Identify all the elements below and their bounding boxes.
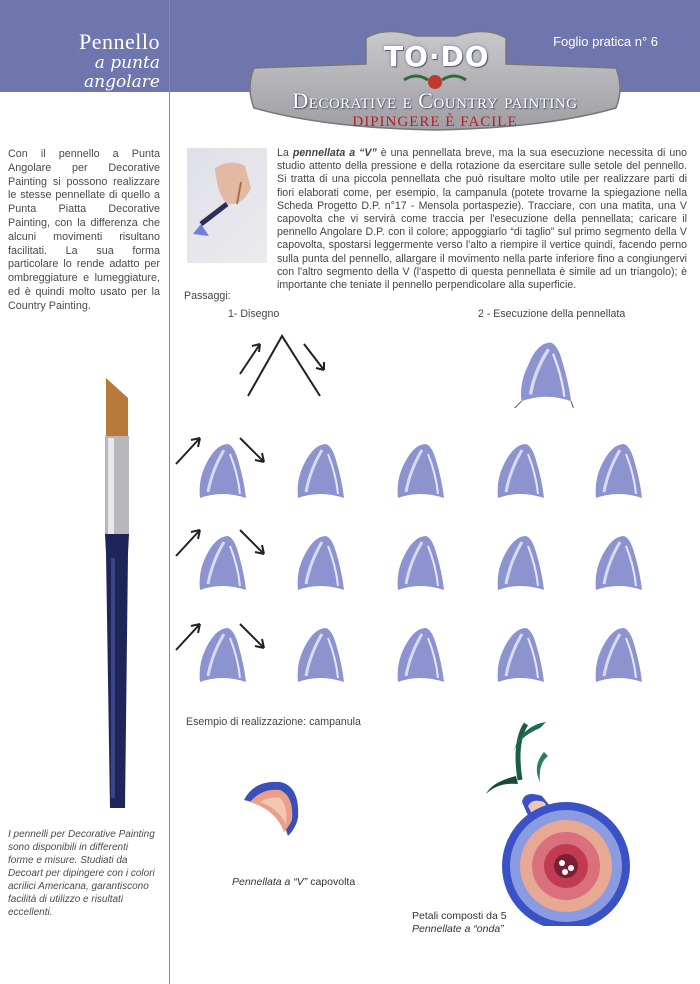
v-stroke xyxy=(292,440,348,502)
sidebar-title-line2: a punta xyxy=(94,53,160,73)
inverted-v-diagram xyxy=(236,334,332,400)
sample-v-stroke xyxy=(506,338,582,408)
v-stroke xyxy=(392,532,448,594)
intro-body: è una pennellata breve, ma la sua esecuzione necessita di uno studio attento della pressione e della rotazione da esercitare sulle setole del pennello. Si tratta di una piccola pennellata che può risultare molto utile per realizzare parti di fiori elaborati come, per esempio, la campanula (potete trovarne la spiegazione nella Scheda Progetto D.P. n°17 - Mensola portaspezie). Tracciare, con una matita, una V capovolta che vi servirà come traccia per l'esecuzione della pennellata; caricare il pennello Angolare D.P. con il colore; appoggiarlo “di taglio” sul primo segmento della V capovolta, spostarsi leggermente verso l'alto a riempire il vertice quindi, facendo perno sulla punta del pennello, allargare il movimento nella parte inferiore fino a congiungervi con l'altro segmento della V (l'aspetto di questa pennellata è simile ad un triangolo); è importante che teniate il pennello perpendicolare alla superficie. xyxy=(277,147,687,292)
petals-caption-line1: Petali composti da 5 xyxy=(412,910,507,922)
instructions-text xyxy=(277,147,687,292)
brand-title: Decorative e Country painting xyxy=(292,88,578,113)
brand-subtitle: DIPINGERE È FACILE xyxy=(352,114,518,130)
v-stroke-caption-em: Pennellata a “V” xyxy=(232,876,308,888)
rose-icon xyxy=(428,75,442,89)
intro-lead: La xyxy=(277,147,289,159)
v-stroke xyxy=(292,624,348,686)
sidebar-title-line3: angolare xyxy=(84,72,160,92)
sheet-number: Foglio pratica n° 6 xyxy=(553,34,658,49)
v-stroke-caption xyxy=(232,876,355,888)
example-label: Esempio di realizzazione: campanula xyxy=(186,716,361,728)
v-stroke xyxy=(292,532,348,594)
intro-emphasis: pennellata a “V” xyxy=(292,147,377,159)
v-stroke xyxy=(492,532,548,594)
campanula-v-petal xyxy=(240,778,304,840)
arrow-up-right-icon xyxy=(174,526,206,558)
v-stroke xyxy=(492,440,548,502)
arrow-down-right-icon xyxy=(236,526,268,558)
campanula-flower xyxy=(482,716,644,926)
arrow-up-right-icon xyxy=(174,434,206,466)
step2-label: 2 - Esecuzione della pennellata xyxy=(478,308,626,320)
sidebar-intro: Con il pennello a Punta Angolare per Decorative Painting si possono realizzare le stesse pennellate di quello a Punta Piatta Decorative Painting, con la differenza che alcuni movimenti risultano facilitati. La sua forma particolare lo rende adatto per ombreggiature e lumeggiature, ed è quindi molto usato per la Country Painting. xyxy=(8,148,160,312)
arrow-down-right-icon xyxy=(236,434,268,466)
v-stroke-caption-rest: capovolta xyxy=(307,876,356,888)
steps-label: Passaggi: xyxy=(184,290,231,302)
v-stroke xyxy=(392,624,448,686)
arrow-down-right-icon xyxy=(236,620,268,652)
logo-text: TO·DO xyxy=(384,40,490,73)
sidebar-title xyxy=(10,30,160,92)
v-stroke xyxy=(590,532,646,594)
arrow-up-right-icon xyxy=(174,620,206,652)
sidebar-title-line1: Pennello xyxy=(79,29,160,54)
petals-caption-line2: Pennellate a “onda” xyxy=(412,923,504,935)
v-stroke xyxy=(590,440,646,502)
angular-brush-image xyxy=(92,378,142,808)
hand-painting-photo xyxy=(187,148,267,263)
step1-label: 1- Disegno xyxy=(228,308,280,320)
v-stroke xyxy=(392,440,448,502)
sidebar-footnote: I pennelli per Decorative Painting sono disponibili in differenti forme e misure. Studiati da Decoart per dipingere con i colori acrilici Americana, garantiscono facilità di utilizzo e risultati eccellenti. xyxy=(8,829,155,918)
v-stroke xyxy=(492,624,548,686)
v-stroke xyxy=(590,624,646,686)
